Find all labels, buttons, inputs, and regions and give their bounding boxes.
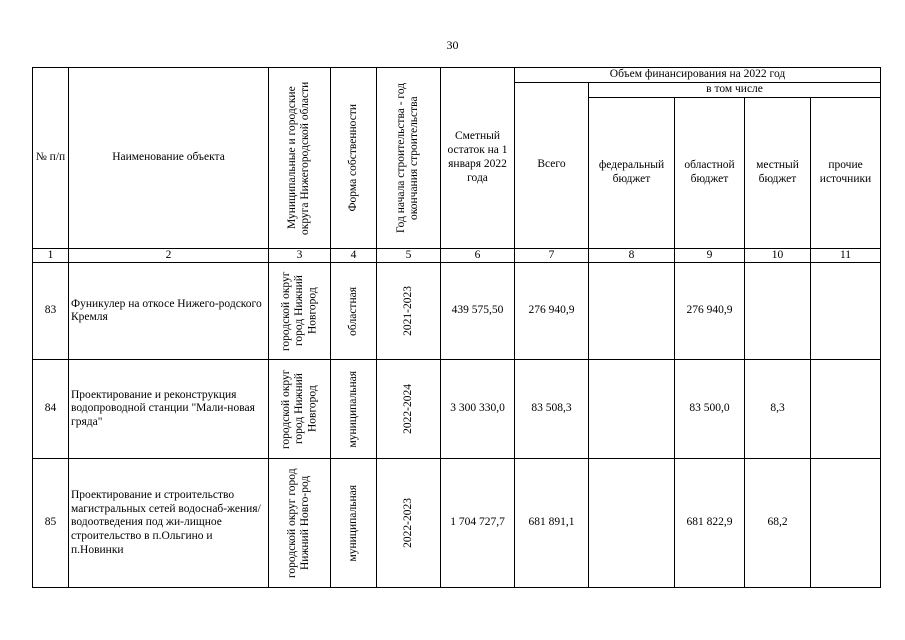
row-estimate: 439 575,50 <box>441 263 515 360</box>
table-row <box>33 459 881 588</box>
header-years-text: Год начала строительства - год окончания строительства <box>395 82 421 233</box>
row-ownership-text: муниципальная <box>346 371 359 448</box>
row-total: 276 940,9 <box>515 263 589 360</box>
header-other: прочие источники <box>811 97 881 248</box>
row-years-text: 2021-2023 <box>401 286 414 337</box>
column-number: 1 <box>33 248 69 263</box>
row-num: 83 <box>33 263 69 360</box>
header-local: местный бюджет <box>745 97 811 248</box>
column-number: 4 <box>331 248 377 263</box>
page-number: 30 <box>446 38 459 52</box>
header-estimate: Сметный остаток на 1 января 2022 года <box>441 68 515 249</box>
header-including: в том числе <box>589 82 881 97</box>
row-other <box>811 263 881 360</box>
row-years-text: 2022-2024 <box>401 384 414 435</box>
row-municipality <box>269 459 331 588</box>
column-number: 3 <box>269 248 331 263</box>
row-ownership-text: муниципальная <box>346 485 359 562</box>
column-number: 8 <box>589 248 675 263</box>
row-ownership-text: областная <box>346 286 359 336</box>
row-total: 681 891,1 <box>515 459 589 588</box>
row-local: 68,2 <box>745 459 811 588</box>
row-estimate: 1 704 727,7 <box>441 459 515 588</box>
row-name: Проектирование и реконструкция водопроводной станции "Мали-новая гряда" <box>69 360 269 459</box>
row-years <box>377 360 441 459</box>
header-num: № п/п <box>33 68 69 249</box>
header-municipality <box>269 68 331 249</box>
row-other <box>811 459 881 588</box>
row-name: Фуникулер на откосе Нижего-родского Кремля <box>69 263 269 360</box>
column-number-row <box>33 248 881 263</box>
column-number: 10 <box>745 248 811 263</box>
row-name: Проектирование и строительство магистральных сетей водоснаб-жения/водоотведения под жи-лищное строительство в п.Ольгино и п.Новинки <box>69 459 269 588</box>
row-federal <box>589 263 675 360</box>
row-federal <box>589 360 675 459</box>
row-federal <box>589 459 675 588</box>
row-local <box>745 263 811 360</box>
row-municipality-text: городской округ город Нижний Новго-род <box>286 468 312 579</box>
row-municipality <box>269 263 331 360</box>
row-ownership <box>331 459 377 588</box>
header-name: Наименование объекта <box>69 68 269 249</box>
row-total: 83 508,3 <box>515 360 589 459</box>
row-years-text: 2022-2023 <box>401 498 414 549</box>
row-municipality-text: городской округ город Нижний Новгород <box>279 369 319 450</box>
column-number: 6 <box>441 248 515 263</box>
header-ownership-text: Форма собственности <box>346 104 359 212</box>
row-ownership <box>331 360 377 459</box>
header-ownership <box>331 68 377 249</box>
funding-table <box>32 67 881 588</box>
row-regional: 681 822,9 <box>675 459 745 588</box>
row-estimate: 3 300 330,0 <box>441 360 515 459</box>
header-regional: областной бюджет <box>675 97 745 248</box>
row-local: 8,3 <box>745 360 811 459</box>
column-number: 9 <box>675 248 745 263</box>
header-years <box>377 68 441 249</box>
header-federal: федеральный бюджет <box>589 97 675 248</box>
row-regional: 276 940,9 <box>675 263 745 360</box>
column-number: 11 <box>811 248 881 263</box>
row-municipality-text: городской округ город Нижний Новгород <box>279 271 319 352</box>
column-number: 2 <box>69 248 269 263</box>
column-number: 7 <box>515 248 589 263</box>
row-num: 84 <box>33 360 69 459</box>
row-num: 85 <box>33 459 69 588</box>
table-row <box>33 263 881 360</box>
row-years <box>377 459 441 588</box>
row-municipality <box>269 360 331 459</box>
table-row <box>33 360 881 459</box>
row-years <box>377 263 441 360</box>
row-regional: 83 500,0 <box>675 360 745 459</box>
header-total: Всего <box>515 82 589 248</box>
header-municipality-text: Муниципальные и городские округа Нижегородской области <box>286 81 312 235</box>
row-ownership <box>331 263 377 360</box>
header-funding-group: Объем финансирования на 2022 год <box>515 68 881 83</box>
row-other <box>811 360 881 459</box>
column-number: 5 <box>377 248 441 263</box>
